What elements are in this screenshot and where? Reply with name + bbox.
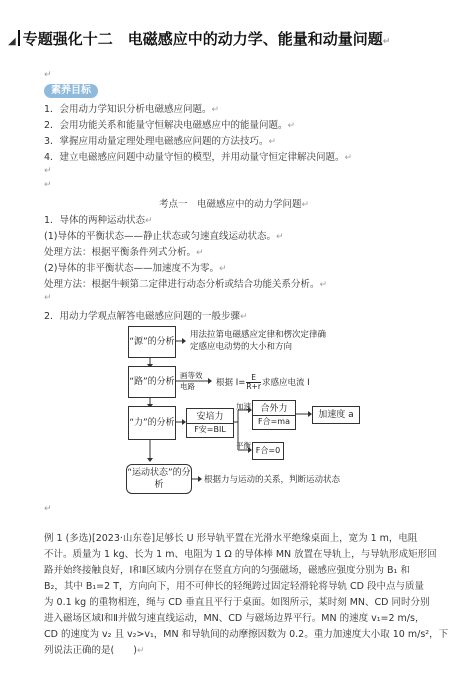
cursor-bar [18, 30, 20, 46]
equivalent-circuit-label: 画等效 电路 [180, 371, 203, 391]
text-line: 2．用动力学观点解答电磁感应问题的一般步骤↵ [44, 311, 248, 322]
example-line: 为 0.1 kg 的重物相连，绳与 CD 垂直且平行于桌面。如图所示，某时刻 MN、CD 同时分别 [44, 597, 430, 608]
goals-badge: 素养目标 [44, 84, 98, 98]
page-title-text: 专题强化十二 电磁感应中的动力学、能量和动量问题 [22, 30, 383, 48]
goal-item-3: 3．掌握应用动量定理处理电磁感应问题的方法技巧。↵ [44, 136, 277, 147]
path-analysis-box: “路”的分析 [128, 366, 176, 398]
text-line: 1．导体的两种运动状态↵ [44, 215, 153, 226]
motion-state-desc: 根据力与运动的关系，判断运动状态 [204, 475, 341, 485]
accelerate-label: 加速 [236, 402, 251, 411]
resultant-force-box: 合外力 F合=ma [252, 400, 296, 430]
paragraph-mark-icon: ↵ [382, 37, 391, 47]
section-heading: 考点一 电磁感应中的动力学问题↵ [158, 199, 310, 210]
example-paragraph [44, 531, 460, 659]
text-line: 处理方法：根据平衡条件列式分析。↵ [44, 247, 204, 258]
ampere-force-box: 安培力 F安=BIL [186, 408, 234, 438]
balance-box: F合=0 [252, 442, 284, 460]
anchor-icon: ◢ [8, 36, 16, 47]
flowchart [120, 326, 380, 498]
force-analysis-box: “力”的分析 [128, 406, 176, 440]
source-analysis-box: “源”的分析 [128, 326, 176, 358]
example-line: CD 的速度为 v₂ 且 v₂>v₁，MN 和导轨间的动摩擦因数为 0.2。重力加速度大小取 10 m/s²，下 [44, 629, 449, 640]
example-line: B₂，其中 B₁=2 T，方向向下，用不可伸长的轻绳跨过固定轻滑轮将导轨 CD 段中点与质量 [44, 581, 424, 592]
acceleration-box: 加速度 a [312, 406, 360, 424]
paragraph-mark-icon: ↵ [44, 70, 52, 80]
balance-label: 平衡 [236, 441, 251, 450]
text-line: (1)导体的平衡状态——静止状态或匀速直线运动状态。↵ [44, 231, 284, 242]
paragraph-mark-icon: ↵ [44, 293, 52, 303]
goal-item-2: 2．会用功能关系和能量守恒解决电磁感应中的能量问题。↵ [44, 120, 296, 131]
example-line: 列说法正确的是( )↵ [44, 645, 145, 656]
motion-state-box: “运动状态”的分析 [126, 464, 192, 494]
source-analysis-desc: 用法拉第电磁感应定律和楞次定律确 定感应电动势的大小和方向 [190, 330, 327, 352]
example-line: 例 1 (多选)[2023·山东卷]足够长 U 形导轨平置在光滑水平绝缘桌面上，宽为 1 m，电阻 [44, 533, 418, 544]
goal-item-4: 4．建立电磁感应问题中动量守恒的模型，并用动量守恒定律解决问题。↵ [44, 152, 353, 163]
example-line: 不计。质量为 1 kg、长为 1 m、电阻为 1 Ω 的导体棒 MN 放置在导轨上，与导轨形成矩形回 [44, 549, 437, 560]
current-formula: 根据 I= $\frac{E}{R+r}$ 求感应电流 I [216, 373, 310, 391]
paragraph-mark-icon: ↵ [44, 504, 52, 514]
text-line: 处理方法：根据牛顿第二定律进行动态分析或结合功能关系分析。↵ [44, 279, 328, 290]
paragraph-mark-icon: ↵ [44, 166, 52, 176]
example-line: 进入磁场区域Ⅰ和Ⅱ并做匀速直线运动，MN、CD 与磁场边界平行。MN 的速度 v₁=2 m/s， [44, 613, 425, 624]
paragraph-mark-icon: ↵ [44, 180, 52, 190]
text-line: (2)导体的非平衡状态——加速度不为零。↵ [44, 263, 227, 274]
page-title [8, 28, 390, 49]
goal-item-1: 1．会用动力学知识分析电磁感应问题。↵ [44, 104, 220, 115]
example-line: 路并始终接触良好，Ⅰ和Ⅱ区域内分别存在竖直方向的匀强磁场，磁感应强度分别为 B₁ 和 [44, 565, 410, 576]
